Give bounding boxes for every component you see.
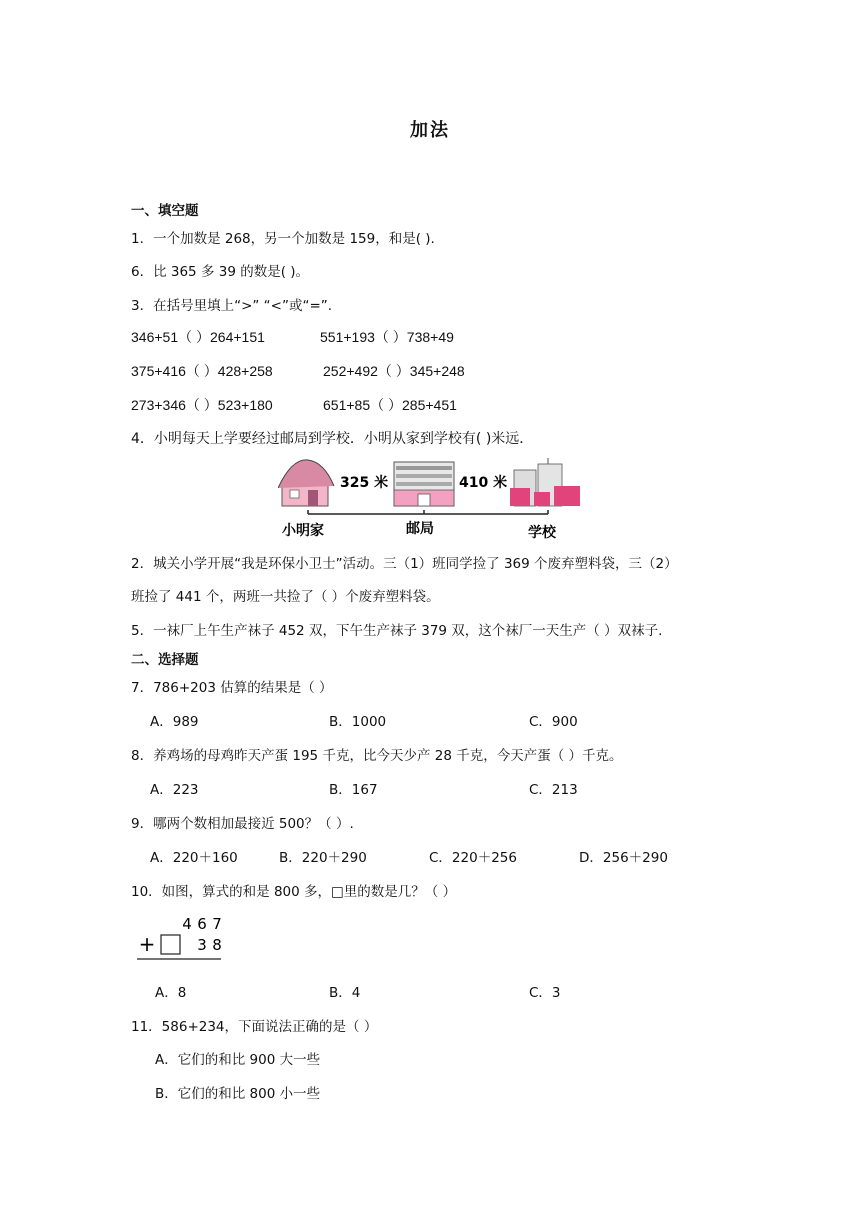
option-a: A．223 — [150, 782, 199, 798]
digit: 4 — [182, 915, 192, 933]
house-icon — [278, 460, 334, 506]
distance-1-label: 325 米 — [340, 475, 389, 491]
compare-item: 375+416（ ）428+258 — [131, 363, 273, 379]
option-b: B．4 — [329, 985, 361, 1001]
option-b: B．167 — [329, 782, 378, 798]
compare-item: 346+51（ ）264+151 — [131, 329, 265, 345]
distance-2-label: 410 米 — [459, 475, 508, 491]
option-a: A．8 — [155, 985, 187, 1001]
section-heading-fill-in: 一、填空题 — [131, 203, 199, 219]
option-a: A．它们的和比 900 大一些 — [155, 1052, 321, 1068]
question-1: 1．一个加数是 268，另一个加数是 159，和是( ). — [131, 231, 435, 247]
question-7: 7．786+203 估算的结果是（ ） — [131, 680, 333, 696]
vertical-addition-figure — [135, 912, 223, 964]
question-2-line-2: 班捡了 441 个，两班一共捡了（ ）个废弃塑料袋。 — [131, 589, 440, 605]
question-11: 11．586+234，下面说法正确的是（ ） — [131, 1019, 378, 1035]
compare-item: 551+193（ ）738+49 — [320, 329, 454, 345]
post-office-icon — [394, 462, 454, 506]
plus-sign: + — [138, 932, 156, 956]
compare-item: 651+85（ ）285+451 — [323, 397, 457, 413]
digit: 6 — [197, 915, 207, 933]
option-c: C．213 — [529, 782, 578, 798]
option-b: B．它们的和比 800 小一些 — [155, 1086, 321, 1102]
route-figure — [278, 456, 590, 546]
question-6: 6．比 365 多 39 的数是( )。 — [131, 264, 310, 280]
page-title: 加法 — [410, 120, 450, 141]
digit: 8 — [212, 936, 222, 954]
school-icon — [510, 458, 580, 506]
question-5: 5．一袜厂上午生产袜子 452 双，下午生产袜子 379 双，这个袜厂一天生产（ ）双袜子. — [131, 623, 663, 639]
digit: 3 — [197, 936, 207, 954]
blank-box — [161, 935, 180, 954]
option-c: C．220＋256 — [429, 850, 517, 866]
option-a: A．989 — [150, 714, 199, 730]
compare-item: 252+492（ ）345+248 — [323, 363, 465, 379]
question-2-line-1: 2．城关小学开展“我是环保小卫士”活动。三（1）班同学捡了 369 个废弃塑料袋，三（2） — [131, 556, 678, 572]
question-3: 3．在括号里填上“>” “<”或“=”. — [131, 298, 333, 314]
option-a: A．220＋160 — [150, 850, 238, 866]
option-b: B．220＋290 — [279, 850, 367, 866]
question-4: 4．小明每天上学要经过邮局到学校．小明从家到学校有( )米远． — [131, 431, 534, 447]
digit: 7 — [212, 915, 222, 933]
question-9: 9．哪两个数相加最接近 500？（ ）. — [131, 816, 354, 832]
option-d: D．256＋290 — [579, 850, 668, 866]
option-c: C．3 — [529, 985, 561, 1001]
compare-item: 273+346（ ）523+180 — [131, 397, 273, 413]
section-heading-choice: 二、选择题 — [131, 652, 199, 668]
home-label: 小明家 — [282, 523, 324, 539]
school-label: 学校 — [528, 525, 556, 541]
question-8: 8．养鸡场的母鸡昨天产蛋 195 千克，比今天少产 28 千克，今天产蛋（ ）千克。 — [131, 748, 623, 764]
question-10: 10．如图，算式的和是 800 多，□里的数是几？（ ） — [131, 884, 457, 900]
post-office-label: 邮局 — [406, 521, 434, 537]
option-b: B．1000 — [329, 714, 387, 730]
option-c: C．900 — [529, 714, 578, 730]
